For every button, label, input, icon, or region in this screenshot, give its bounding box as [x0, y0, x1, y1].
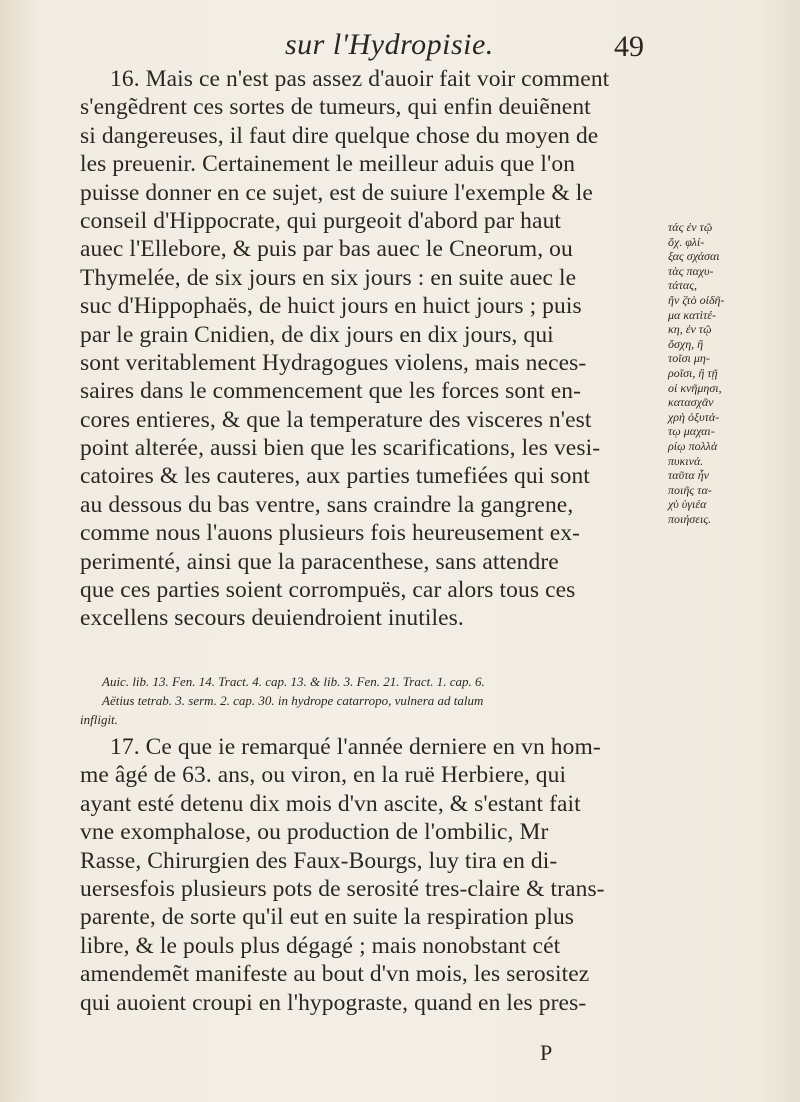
text-line: par le grain Cnidien, de dix jours en dix jours, qui: [80, 321, 554, 348]
margin-note-line: τῳ μαχαι-: [668, 424, 715, 439]
text-line: que ces parties soient corrompuës, car alors tous ces: [80, 577, 576, 604]
text-line: au dessous du bas ventre, sans craindre la gangrene,: [80, 491, 574, 518]
text-line: 17. Ce que ie remarqué l'année derniere en vn hom-: [110, 734, 601, 760]
margin-note-line: ἤν ζτὸ οἰδῆ-: [668, 292, 725, 307]
references-block: [80, 672, 770, 729]
text-line: parente, de sorte qu'il eut en suite la respiration plus: [80, 904, 575, 931]
margin-note-line: ποιῆς τα-: [668, 482, 712, 497]
margin-note-line: μα κατὶτέ-: [668, 307, 717, 322]
text-line: s'engẽdrent ces sortes de tumeurs, qui enfin deuiẽnent: [80, 94, 591, 121]
margin-note-line: κατασχᾶν: [668, 395, 714, 410]
text-line: me âgé de 63. ans, ou viron, en la ruë Herbiere, qui: [80, 762, 567, 789]
text-line: suc d'Hippophaës, de huict jours en huict jours ; puis: [80, 293, 582, 320]
paragraph-17: [80, 733, 680, 1017]
text-line: libre, & le pouls plus dégagé ; mais nonobstant cét: [80, 932, 561, 959]
text-line: auec l'Ellebore, & puis par bas auec le Cneorum, ou: [80, 236, 573, 263]
reference-line: infligit.: [80, 712, 118, 727]
text-line: excellens secours deuiendroient inutiles.: [80, 605, 464, 632]
reference-line: Aëtius tetrab. 3. serm. 2. cap. 30. in hydrope catarropo, vulnera ad talum: [102, 693, 484, 708]
text-line: amendemẽt manifeste au bout d'vn mois, les serositez: [80, 961, 590, 988]
text-line: perimenté, ainsi que la paracenthese, sans attendre: [80, 548, 559, 575]
page-header: [0, 28, 800, 68]
text-line: comme nous l'auons plusieurs fois heureusement ex-: [80, 520, 581, 547]
margin-note-line: ροῖσι, ἢ τῇ: [668, 365, 718, 380]
margin-note-line: ξας σχάσαι: [668, 249, 720, 264]
running-title: sur l'Hydropisie.: [285, 28, 494, 61]
signature-mark: P: [540, 1040, 553, 1065]
text-line: uersesfois plusieurs pots de serosité tres-claire & trans-: [80, 875, 605, 902]
margin-note-line: χὺ ὑγιέα: [668, 497, 707, 512]
margin-note-line: τάτας,: [668, 278, 698, 293]
margin-note-line: ποιήσεις.: [668, 511, 712, 526]
margin-note-line: ὄχ. φλί-: [668, 234, 705, 249]
margin-note-line: τὰς παχυ-: [668, 263, 714, 278]
text-line: cores entieres, & que la temperature des visceres n'est: [80, 406, 592, 433]
paragraph-16: [80, 65, 675, 633]
text-line: vne exomphalose, ou production de l'ombilic, Mr: [80, 819, 549, 846]
text-line: conseil d'Hippocrate, qui purgeoit d'abord par haut: [80, 207, 562, 234]
margin-note-line: τοῖσι μη-: [668, 351, 710, 366]
page-number: 49: [614, 30, 644, 63]
margin-note-line: ὄσχη, ἢ: [668, 336, 704, 351]
margin-note-line: τάς ἐν τῷ: [668, 220, 713, 234]
margin-note-line: χρὴ ὀξυτά-: [668, 409, 720, 424]
text-line: si dangereuses, il faut dire quelque chose du moyen de: [80, 122, 599, 149]
margin-note-line: ρίῳ πολλὰ: [668, 438, 718, 453]
greek-margin-note: [668, 220, 776, 526]
text-line: catoires & les cauteres, aux parties tumefiées qui sont: [80, 463, 590, 490]
margin-note-line: ταῦτα ἦν: [668, 468, 709, 483]
text-line: 16. Mais ce n'est pas assez d'auoir fait voir comment: [110, 66, 610, 92]
text-line: qui auoient croupi en l'hypograste, quand en les pres-: [80, 989, 587, 1016]
text-line: les preuenir. Certainement le meilleur aduis que l'on: [80, 151, 576, 178]
text-line: Thymelée, de six jours en six jours : en suite auec le: [80, 264, 577, 291]
text-line: point alterée, aussi bien que les scarifications, les vesi-: [80, 435, 601, 462]
margin-note-line: οἱ κνῆμησι,: [668, 380, 722, 395]
text-line: Rasse, Chirurgien des Faux-Bourgs, luy tira en di-: [80, 847, 558, 874]
margin-note-line: πυκινά.: [668, 453, 704, 468]
text-line: saires dans le commencement que les forces sont en-: [80, 378, 582, 405]
text-line: puisse donner en ce sujet, est de suiure l'exemple & le: [80, 179, 593, 206]
text-line: sont veritablement Hydragogues violens, mais neces-: [80, 349, 587, 376]
reference-line: Auic. lib. 13. Fen. 14. Tract. 4. cap. 13. & lib. 3. Fen. 21. Tract. 1. cap. 6.: [102, 674, 485, 689]
text-line: ayant esté detenu dix mois d'vn ascite, & s'estant fait: [80, 790, 581, 817]
margin-note-line: κη, ἐν τῷ: [668, 322, 712, 337]
